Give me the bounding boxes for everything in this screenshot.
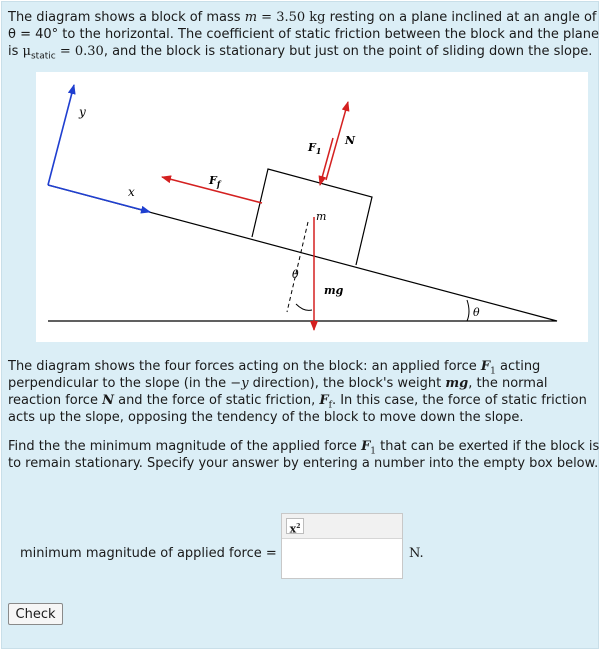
question-F1: F xyxy=(361,439,371,454)
superscript-icon-sup: 2 xyxy=(296,523,301,530)
forces-Ff-sub: f xyxy=(328,400,332,411)
superscript-button[interactable] xyxy=(286,518,304,534)
question-panel xyxy=(1,1,599,649)
mu-value: = 0.30 xyxy=(55,44,104,59)
forces-text-1: The diagram shows the four forces acting on the block: an applied force xyxy=(8,359,481,374)
slope-angle-label: θ xyxy=(473,306,480,319)
intro-text-3: to the horizontal. The coefficient of static friction between the block and the plane is xyxy=(8,27,600,59)
forces-text-6: . In this case, the force of static friction acts up the slope, opposing the tendency of the block to move down the slope. xyxy=(8,393,587,425)
answer-unit: N. xyxy=(409,546,424,561)
question-F1-sub: 1 xyxy=(370,446,377,457)
block-angle-arc xyxy=(296,304,312,310)
slope-angle-arc xyxy=(467,300,469,321)
check-button[interactable]: Check xyxy=(8,603,63,625)
forces-F1: F xyxy=(480,359,491,374)
theta-value: θ = 40° xyxy=(8,27,59,42)
forces-F1-sub: 1 xyxy=(490,366,496,377)
mass-value: 3.50 kg xyxy=(276,10,326,25)
forces-N: N xyxy=(102,393,114,408)
mu-symbol: μ xyxy=(22,44,31,59)
answer-label: minimum magnitude of applied force = xyxy=(20,546,277,561)
intro-text-2: resting on a plane inclined at an angle of xyxy=(325,10,597,25)
mu-subscript: static xyxy=(30,51,56,62)
question-text-1: Find the the minimum magnitude of the applied force xyxy=(8,439,362,454)
intro-text-4: , and the block is stationary but just on the point of sliding down the slope. xyxy=(103,44,593,59)
editor-toolbar xyxy=(282,514,402,539)
block-mass-label: m xyxy=(316,210,327,223)
question-text-2: that can be exerted if the block is to remain stationary. Specify your answer by entering a number into the empty box below. xyxy=(8,439,600,471)
answer-editor[interactable] xyxy=(281,513,403,579)
inclined-plane-diagram xyxy=(36,72,588,342)
superscript-icon: x xyxy=(289,522,297,536)
weight-force-label: mg xyxy=(324,284,344,297)
intro-text-1: The diagram shows a block of mass xyxy=(8,10,245,25)
question-paragraph xyxy=(8,438,600,472)
forces-text-2: acting perpendicular to the slope (in the xyxy=(8,359,541,391)
forces-text-3: direction), the block's weight xyxy=(248,376,446,391)
answer-input[interactable] xyxy=(282,539,402,578)
normal-force-label: N xyxy=(345,134,356,147)
friction-force-label: $F_f$ xyxy=(209,174,221,189)
forces-mg: mg xyxy=(445,376,469,391)
intro-paragraph xyxy=(8,9,600,60)
forces-neg-y: −y xyxy=(230,376,249,391)
forces-Ff: F xyxy=(319,393,329,408)
block xyxy=(252,169,372,265)
y-axis-label: y xyxy=(79,105,86,119)
x-axis-label: x xyxy=(128,185,135,199)
perpendicular-guide-line xyxy=(287,222,308,312)
y-axis-arrow xyxy=(48,85,74,185)
applied-force-label: $F_1$ xyxy=(308,141,322,156)
mass-symbol: m xyxy=(244,10,258,25)
forces-paragraph xyxy=(8,358,600,426)
diagram-svg xyxy=(36,72,588,342)
mass-equals: = xyxy=(257,10,277,25)
forces-text-5: and the force of static friction, xyxy=(113,393,320,408)
forces-text-4: , the normal reaction force xyxy=(8,376,548,408)
block-angle-label: θ xyxy=(292,268,299,281)
